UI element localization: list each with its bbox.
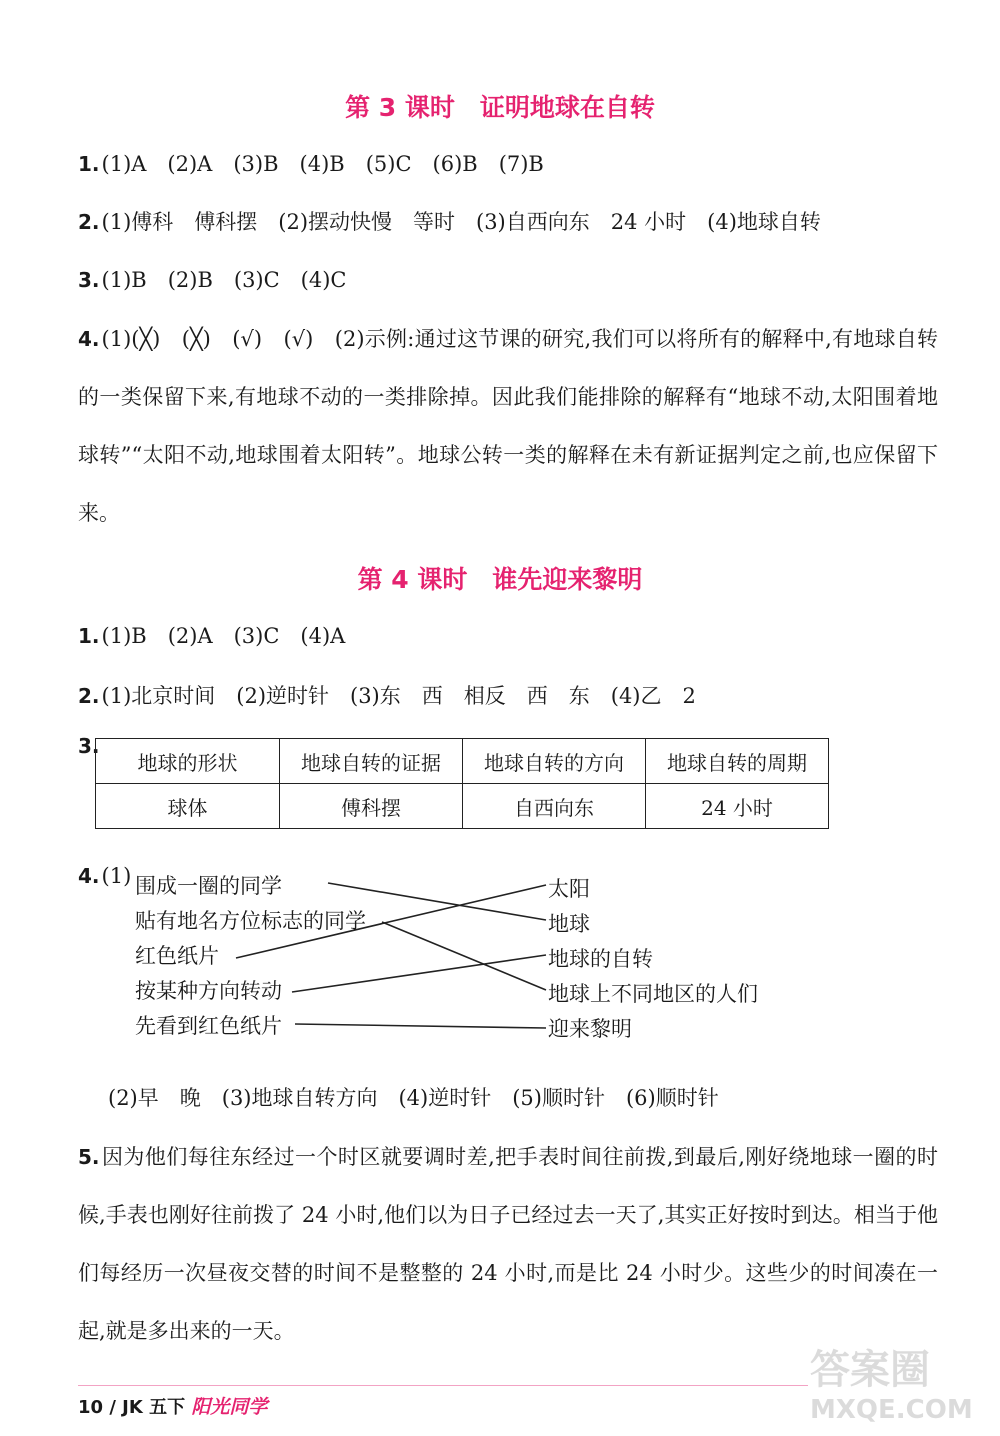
match-line [382, 922, 546, 990]
watermark-url: MXQE.COM [810, 1395, 973, 1425]
sub-part-label: (1) [101, 864, 132, 888]
page-footer [78, 1392, 267, 1419]
match-right-item: 地球上不同地区的人们 [548, 982, 758, 1006]
question-number: 4. [78, 327, 100, 351]
match-right-item: 太阳 [548, 877, 590, 901]
page-number: 10 / JK 五下 [78, 1397, 186, 1418]
footer-rule [78, 1385, 808, 1386]
lesson4-title: 第 4 课时 谁先迎来黎明 [357, 565, 643, 594]
question-number: 2. [78, 210, 100, 234]
question-number: 2. [78, 684, 100, 708]
match-right-item: 迎来黎明 [548, 1017, 632, 1041]
question-number: 4. [78, 864, 100, 888]
answer-text: (1)北京时间 (2)逆时针 (3)东 西 相反 西 东 (4)乙 2 [101, 684, 696, 708]
question-number: 3. [78, 268, 100, 292]
answer-text: (1)(╳) (╳) (√) (√) (2)示例:通过这节课的研究,我们可以将所有的解释中,有地球自转的一类保留下来,有地球不动的一类排除掉。因此我们能排除的解释有“地球不动,太阳围着地球转”“太阳不动,地球围着太阳转”。地球公转一类的解释在未有新证据判定之前,也应保留下来。 [78, 327, 938, 525]
question-number: 3. [78, 734, 100, 758]
match-right-item: 地球的自转 [548, 947, 653, 971]
match-line [236, 885, 546, 958]
question-number: 1. [78, 152, 100, 176]
question-number: 5. [78, 1145, 100, 1169]
match-left-item: 红色纸片 [135, 944, 219, 968]
answer-text: (1)傅科 傅科摆 (2)摆动快慢 等时 (3)自西向东 24 小时 (4)地球自转 [101, 210, 821, 234]
table-cell: 球体 [96, 784, 280, 829]
table-cell: 傅科摆 [280, 784, 463, 829]
match-left-item: 贴有地名方位标志的同学 [135, 909, 366, 933]
lesson4-q4-part2: (2)早 晚 (3)地球自转方向 (4)逆时针 (5)顺时针 (6)顺时针 [108, 1086, 719, 1110]
watermark [810, 1338, 990, 1428]
answer-text: (1)A (2)A (3)B (4)B (5)C (6)B (7)B [101, 152, 544, 176]
answer-text: (1)B (2)A (3)C (4)A [101, 624, 346, 648]
match-line [295, 1024, 546, 1028]
match-line [328, 883, 546, 920]
table-cell: 自西向东 [463, 784, 646, 829]
lesson3-title: 第 3 课时 证明地球在自转 [345, 93, 655, 122]
table-cell: 24 小时 [646, 784, 829, 829]
table-header-cell: 地球自转的方向 [463, 739, 646, 784]
answer-text: (1)B (2)B (3)C (4)C [101, 268, 347, 292]
match-right-item: 地球 [548, 912, 590, 936]
match-left-item: 围成一圈的同学 [135, 874, 282, 898]
brand-logo: 阳光同学 [191, 1396, 268, 1418]
answer-text: 因为他们每往东经过一个时区就要调时差,把手表时间往前拨,到最后,刚好绕地球一圈的时候,手表也刚好往前拨了 24 小时,他们以为日子已经过去一天了,其实正好按时到达。相当于他们每经历一次昼夜交替的时间不是整整的 24 小时,而是比 24 小时少。这些少的时间凑在一起,就是多出来的一天。 [78, 1145, 938, 1343]
match-left-item: 先看到红色纸片 [135, 1014, 282, 1038]
lesson4-q5 [78, 1128, 938, 1360]
table-header-cell: 地球自转的证据 [280, 739, 463, 784]
table-header-cell: 地球自转的周期 [646, 739, 829, 784]
question-number: 1. [78, 624, 100, 648]
watermark-text: 答案圈 [810, 1347, 930, 1393]
table-header-cell: 地球的形状 [96, 739, 280, 784]
match-left-item: 按某种方向转动 [135, 979, 282, 1003]
